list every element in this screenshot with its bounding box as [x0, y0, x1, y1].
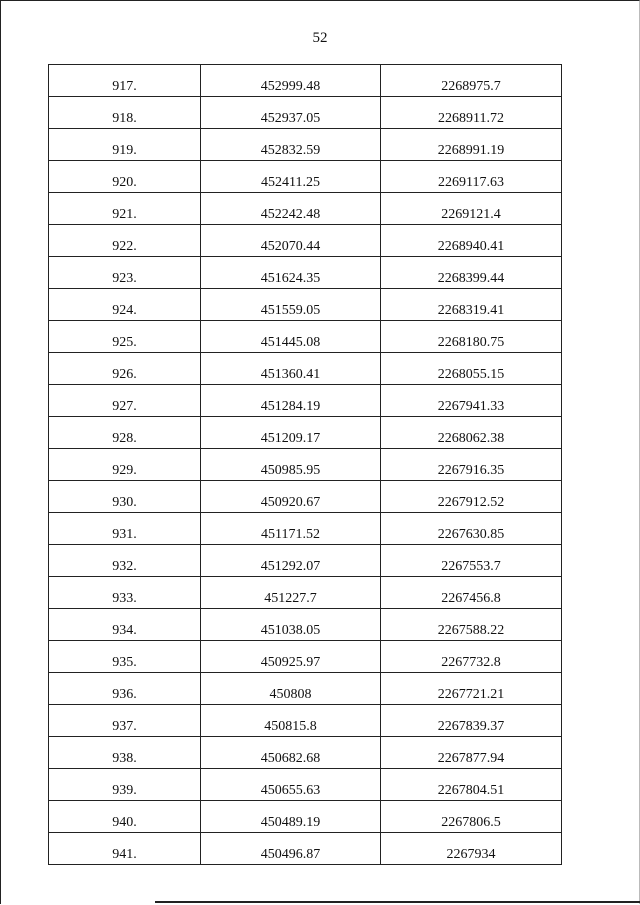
x-coordinate-cell: 450808 — [201, 673, 381, 705]
point-number-cell: 927. — [49, 385, 201, 417]
point-number-cell: 922. — [49, 225, 201, 257]
point-number-cell: 936. — [49, 673, 201, 705]
point-number-cell: 928. — [49, 417, 201, 449]
y-coordinate-cell: 2268055.15 — [381, 353, 562, 385]
y-coordinate-cell: 2267806.5 — [381, 801, 562, 833]
y-coordinate-cell: 2267916.35 — [381, 449, 562, 481]
y-coordinate-cell: 2269117.63 — [381, 161, 562, 193]
table-row — [49, 577, 562, 609]
table-row — [49, 481, 562, 513]
table-row — [49, 609, 562, 641]
table-row — [49, 673, 562, 705]
table-row — [49, 65, 562, 97]
y-coordinate-cell: 2268911.72 — [381, 97, 562, 129]
x-coordinate-cell: 451227.7 — [201, 577, 381, 609]
point-number-cell: 935. — [49, 641, 201, 673]
table-row — [49, 321, 562, 353]
y-coordinate-cell: 2268399.44 — [381, 257, 562, 289]
x-coordinate-cell: 451209.17 — [201, 417, 381, 449]
page-number: 52 — [312, 30, 328, 46]
x-coordinate-cell: 450682.68 — [201, 737, 381, 769]
x-coordinate-cell: 452937.05 — [201, 97, 381, 129]
y-coordinate-cell: 2267456.8 — [381, 577, 562, 609]
table-row — [49, 801, 562, 833]
x-coordinate-cell: 451292.07 — [201, 545, 381, 577]
table-row — [49, 97, 562, 129]
table-row — [49, 193, 562, 225]
x-coordinate-cell: 450655.63 — [201, 769, 381, 801]
table-row — [49, 289, 562, 321]
x-coordinate-cell: 450489.19 — [201, 801, 381, 833]
table-row — [49, 641, 562, 673]
point-number-cell: 934. — [49, 609, 201, 641]
y-coordinate-cell: 2267732.8 — [381, 641, 562, 673]
point-number-cell: 921. — [49, 193, 201, 225]
y-coordinate-cell: 2267630.85 — [381, 513, 562, 545]
x-coordinate-cell: 450925.97 — [201, 641, 381, 673]
point-number-cell: 933. — [49, 577, 201, 609]
point-number-cell: 932. — [49, 545, 201, 577]
y-coordinate-cell: 2267877.94 — [381, 737, 562, 769]
x-coordinate-cell: 451624.35 — [201, 257, 381, 289]
x-coordinate-cell: 452242.48 — [201, 193, 381, 225]
table-row — [49, 513, 562, 545]
coordinates-table — [48, 64, 562, 865]
table-row — [49, 161, 562, 193]
y-coordinate-cell: 2267553.7 — [381, 545, 562, 577]
table-row — [49, 385, 562, 417]
y-coordinate-cell: 2269121.4 — [381, 193, 562, 225]
x-coordinate-cell: 451360.41 — [201, 353, 381, 385]
bottom-rule — [155, 901, 640, 903]
point-number-cell: 924. — [49, 289, 201, 321]
point-number-cell: 929. — [49, 449, 201, 481]
x-coordinate-cell: 451038.05 — [201, 609, 381, 641]
x-coordinate-cell: 452411.25 — [201, 161, 381, 193]
x-coordinate-cell: 450985.95 — [201, 449, 381, 481]
table-row — [49, 257, 562, 289]
x-coordinate-cell: 450496.87 — [201, 833, 381, 865]
point-number-cell: 918. — [49, 97, 201, 129]
point-number-cell: 939. — [49, 769, 201, 801]
table-row — [49, 705, 562, 737]
x-coordinate-cell: 452999.48 — [201, 65, 381, 97]
y-coordinate-cell: 2267839.37 — [381, 705, 562, 737]
point-number-cell: 940. — [49, 801, 201, 833]
table-row — [49, 129, 562, 161]
y-coordinate-cell: 2267588.22 — [381, 609, 562, 641]
x-coordinate-cell: 450815.8 — [201, 705, 381, 737]
point-number-cell: 938. — [49, 737, 201, 769]
x-coordinate-cell: 451284.19 — [201, 385, 381, 417]
table-row — [49, 833, 562, 865]
y-coordinate-cell: 2267941.33 — [381, 385, 562, 417]
point-number-cell: 941. — [49, 833, 201, 865]
x-coordinate-cell: 451445.08 — [201, 321, 381, 353]
point-number-cell: 925. — [49, 321, 201, 353]
point-number-cell: 937. — [49, 705, 201, 737]
table-row — [49, 545, 562, 577]
y-coordinate-cell: 2267721.21 — [381, 673, 562, 705]
point-number-cell: 931. — [49, 513, 201, 545]
x-coordinate-cell: 451171.52 — [201, 513, 381, 545]
point-number-cell: 926. — [49, 353, 201, 385]
x-coordinate-cell: 450920.67 — [201, 481, 381, 513]
point-number-cell: 920. — [49, 161, 201, 193]
y-coordinate-cell: 2267934 — [381, 833, 562, 865]
table-row — [49, 449, 562, 481]
y-coordinate-cell: 2268180.75 — [381, 321, 562, 353]
table-row — [49, 353, 562, 385]
point-number-cell: 917. — [49, 65, 201, 97]
y-coordinate-cell: 2267804.51 — [381, 769, 562, 801]
point-number-cell: 919. — [49, 129, 201, 161]
x-coordinate-cell: 452070.44 — [201, 225, 381, 257]
y-coordinate-cell: 2268940.41 — [381, 225, 562, 257]
table-row — [49, 225, 562, 257]
point-number-cell: 923. — [49, 257, 201, 289]
x-coordinate-cell: 452832.59 — [201, 129, 381, 161]
y-coordinate-cell: 2268991.19 — [381, 129, 562, 161]
y-coordinate-cell: 2267912.52 — [381, 481, 562, 513]
y-coordinate-cell: 2268062.38 — [381, 417, 562, 449]
table-row — [49, 737, 562, 769]
table-body — [49, 65, 562, 865]
y-coordinate-cell: 2268975.7 — [381, 65, 562, 97]
table-row — [49, 417, 562, 449]
y-coordinate-cell: 2268319.41 — [381, 289, 562, 321]
table-row — [49, 769, 562, 801]
x-coordinate-cell: 451559.05 — [201, 289, 381, 321]
point-number-cell: 930. — [49, 481, 201, 513]
